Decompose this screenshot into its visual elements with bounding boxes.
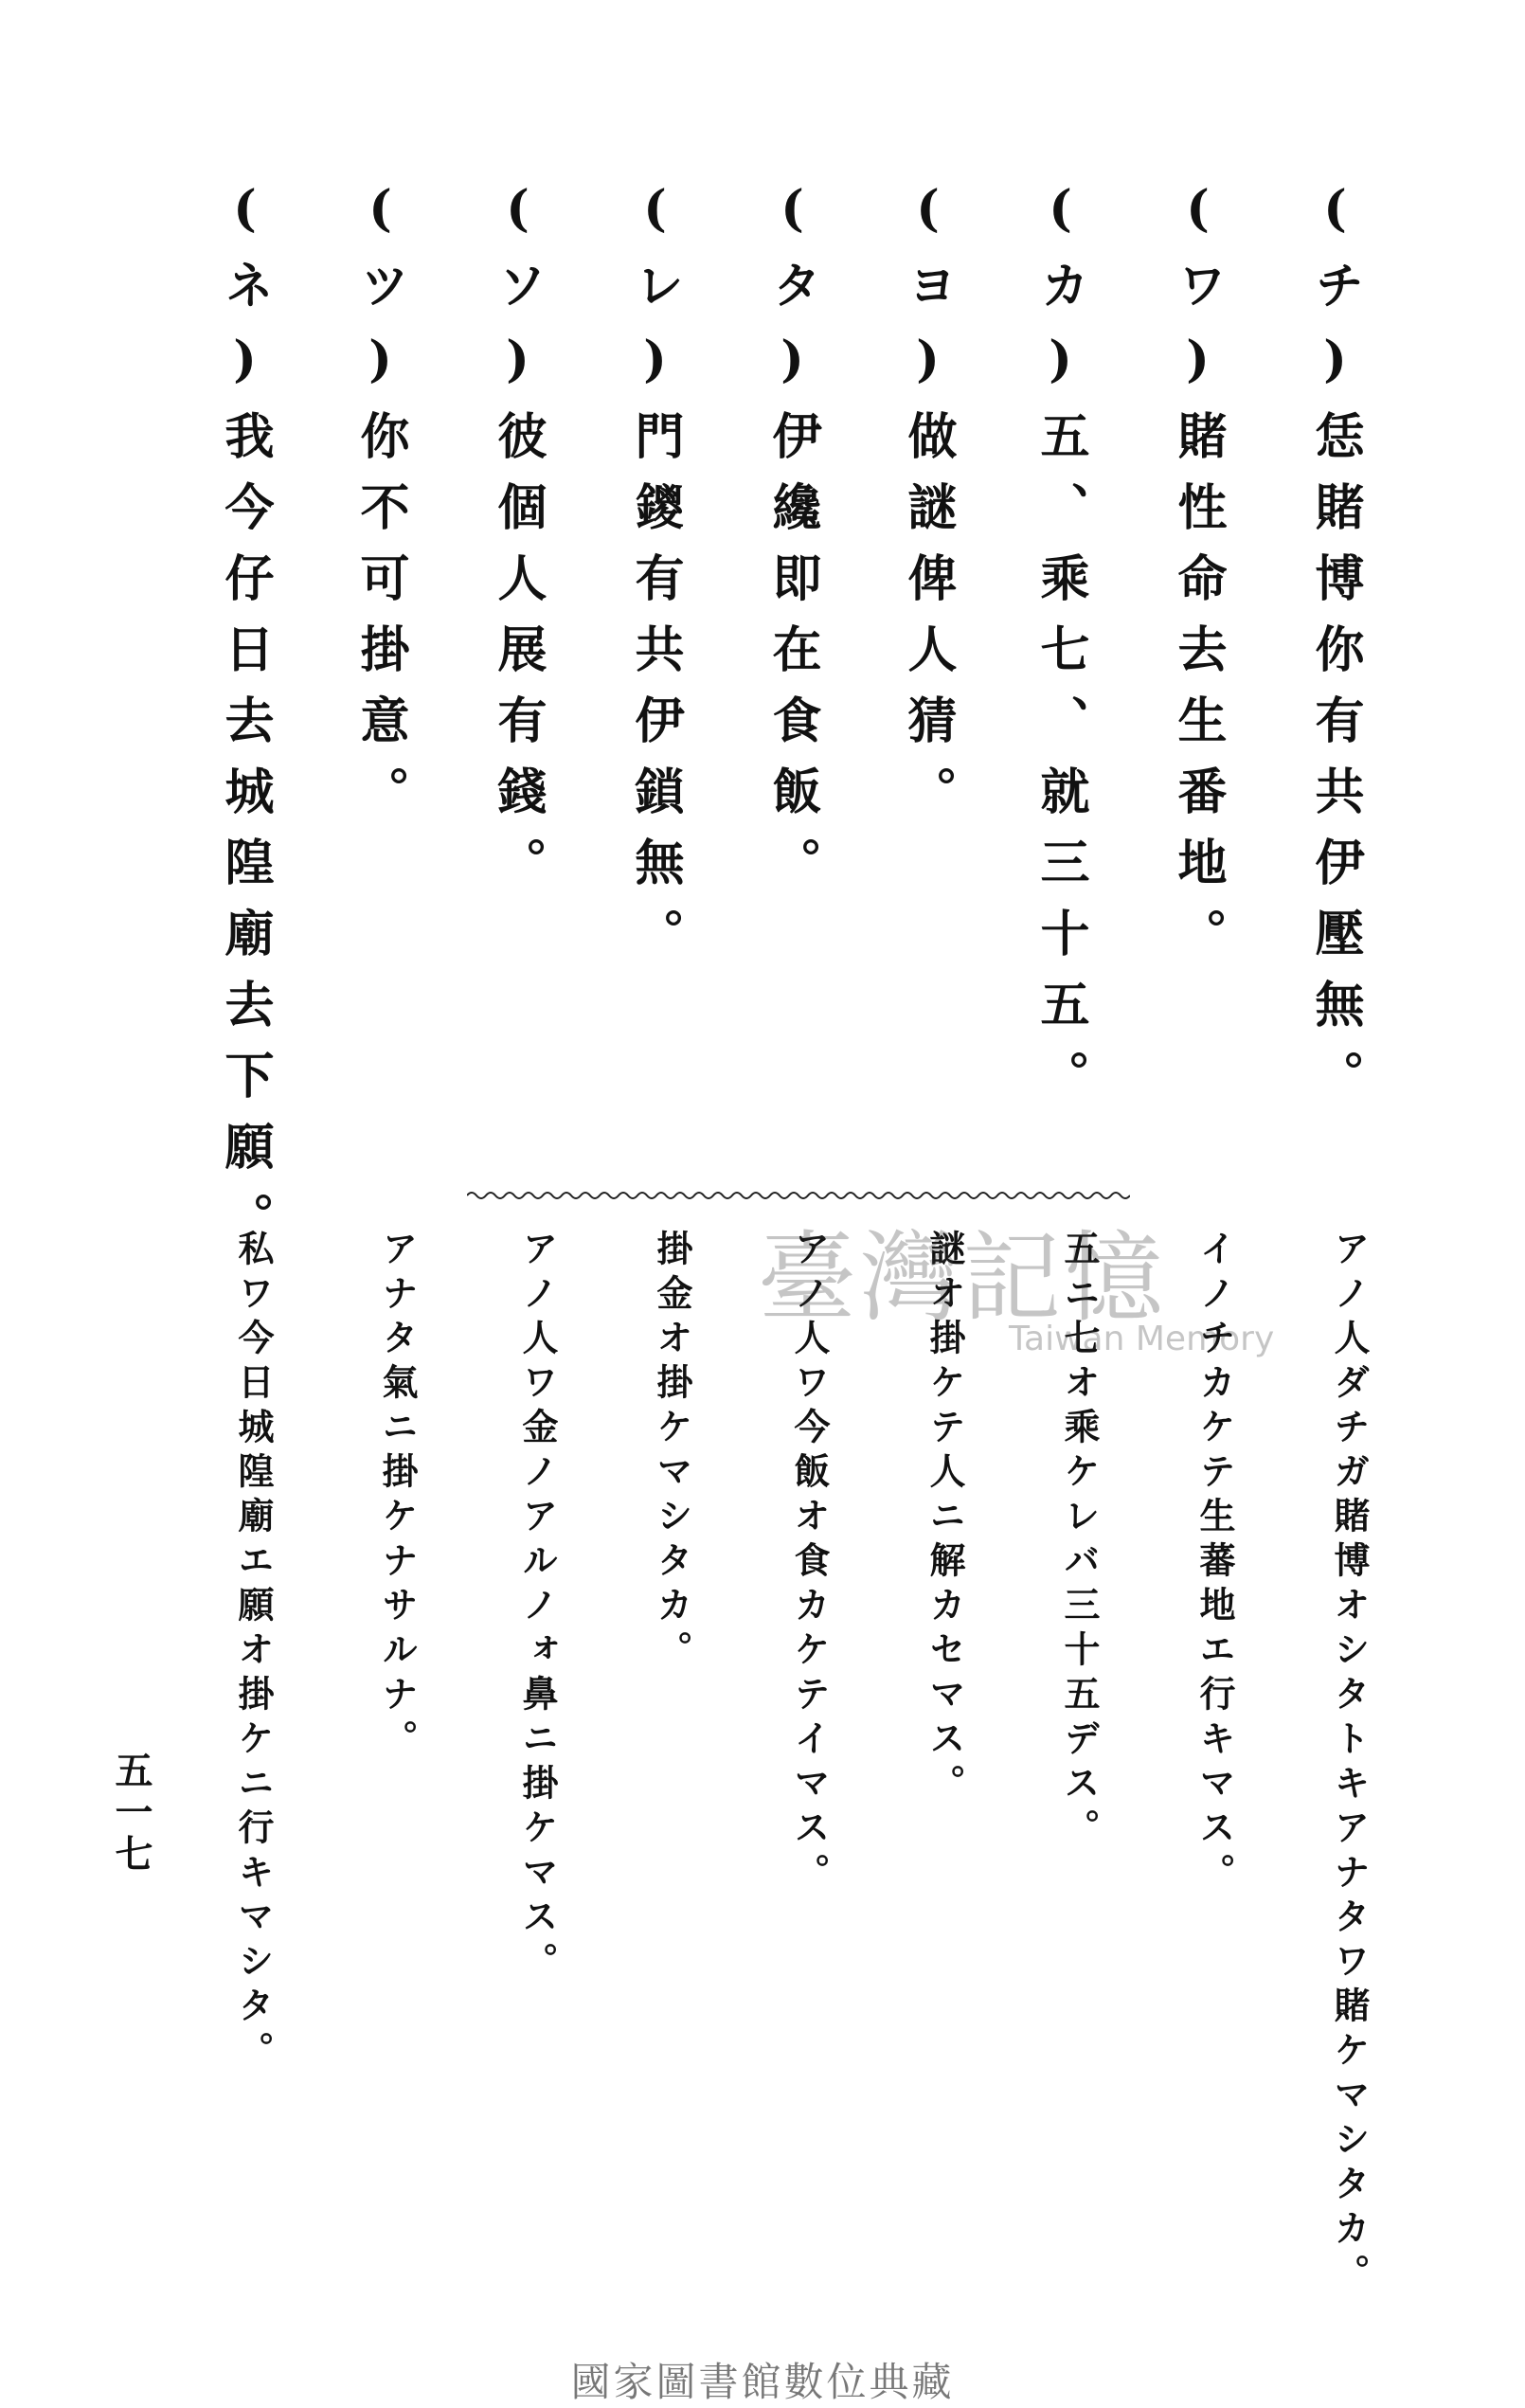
japanese-line (924, 1230, 966, 1808)
line-label: (ネ) (216, 180, 274, 410)
line-text: 伊纔即在食飯。 (763, 410, 821, 907)
line-text: アノ人ワ金ノアルノォ鼻ニ掛ケマス。 (516, 1230, 559, 1986)
taiwanese-line (489, 180, 547, 907)
japanese-line (1328, 1230, 1371, 2298)
line-text: 門鑁有共伊鎖無。 (626, 410, 684, 979)
line-label: (タ) (763, 180, 821, 410)
line-text: アノ人ダチガ賭博オシタトキアナタワ賭ケマシタカ。 (1328, 1230, 1371, 2298)
taiwanese-line (1306, 180, 1364, 1121)
japanese-line (516, 1230, 559, 1986)
line-label: (ワ) (1169, 180, 1227, 410)
line-label: (ツ) (351, 180, 409, 410)
taiwanese-line (1032, 180, 1089, 1121)
line-label: (ソ) (489, 180, 547, 410)
line-text: 掛金オ掛ケマシタカ。 (651, 1230, 693, 1675)
taiwanese-line (626, 180, 684, 979)
japanese-line (788, 1230, 831, 1897)
taiwanese-line (899, 180, 957, 836)
line-text: 五ニ七オ乘ケレバ三十五デス。 (1058, 1230, 1101, 1853)
japanese-line (1058, 1230, 1101, 1853)
line-text: アナタ氣ニ掛ケナサルナ。 (376, 1230, 419, 1764)
line-label: (ヨ) (899, 180, 957, 410)
line-text: イノチカケテ生蕃地エ行キマス。 (1193, 1230, 1236, 1897)
page-number: 五一七 (109, 1751, 153, 1876)
taiwanese-line (1169, 180, 1227, 979)
japanese-line (651, 1230, 693, 1675)
line-text: 私ワ今日城隍廟エ願オ掛ケニ行キマシタ。 (232, 1230, 275, 2076)
line-label: (チ) (1306, 180, 1364, 410)
watermark-en: Taiwan Memory (1009, 1320, 1275, 1358)
line-text: 恁賭博你有共伊壓無。 (1306, 410, 1364, 1121)
line-label: (カ) (1032, 180, 1089, 410)
line-label: (レ) (626, 180, 684, 410)
japanese-line (1193, 1230, 1236, 1897)
taiwanese-line (216, 180, 274, 1263)
line-text: 你不可掛意。 (351, 410, 409, 836)
footer-credit: 國家圖書館數位典藏 (570, 2359, 955, 2405)
line-text: アノ人ワ今飯オ食カケテイマス。 (788, 1230, 831, 1897)
line-text: 彼個人展有錢。 (489, 410, 547, 907)
line-text: 做謎俾人猜。 (899, 410, 957, 836)
japanese-line (376, 1230, 419, 1764)
line-text: 五、乘七、就三十五。 (1032, 410, 1089, 1121)
japanese-line (232, 1230, 275, 2076)
line-text: 謎オ掛ケテ人ニ解カセマス。 (924, 1230, 966, 1808)
taiwanese-line (351, 180, 409, 836)
taiwanese-line (763, 180, 821, 907)
watermark-cjk: 臺灣記憶 (758, 1220, 1168, 1336)
watermark (758, 1198, 1275, 1369)
line-text: 賭性命去生番地。 (1169, 410, 1227, 979)
line-text: 我今仔日去城隍廟去下願。 (216, 410, 274, 1263)
wavy-divider (467, 1189, 1130, 1202)
